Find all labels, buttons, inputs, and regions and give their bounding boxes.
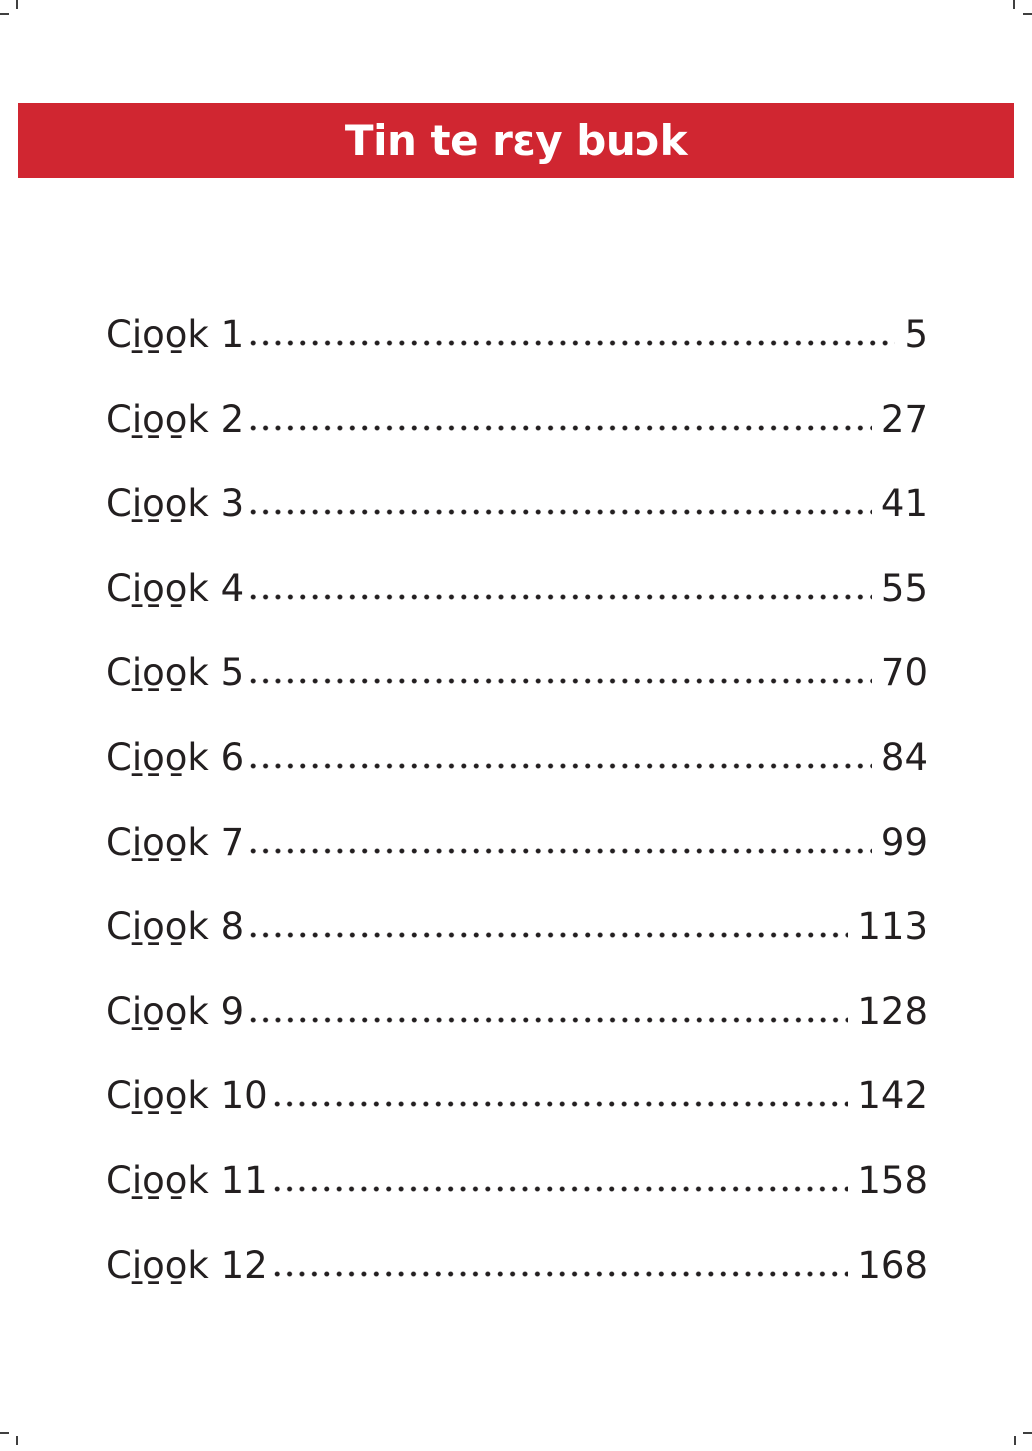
toc-entry-label: Ci̱o̱o̱k 4 — [106, 566, 245, 610]
toc-entries — [106, 293, 928, 1308]
toc-entry-label: Ci̱o̱o̱k 9 — [106, 989, 245, 1033]
crop-mark — [0, 1432, 9, 1434]
toc-row — [106, 1054, 928, 1139]
toc-page-number: 5 — [904, 313, 928, 356]
dot-leader — [247, 931, 848, 939]
toc-entry-label: Ci̱o̱o̱k 12 — [106, 1243, 268, 1287]
table-of-contents — [106, 293, 928, 1308]
toc-entry-label: Ci̱o̱o̱k 11 — [106, 1158, 268, 1202]
toc-page-number: 113 — [857, 905, 928, 949]
toc-page-number: 27 — [880, 397, 928, 441]
toc-row — [106, 1224, 928, 1309]
toc-row — [106, 378, 928, 463]
toc-entry-label: Ci̱o̱o̱k 2 — [106, 397, 245, 441]
crop-mark — [16, 1436, 18, 1445]
toc-row — [106, 462, 928, 547]
toc-entry-label: Ci̱o̱o̱k 3 — [106, 482, 245, 526]
dot-leader — [271, 1185, 849, 1193]
toc-entry-label: Ci̱o̱o̱k 6 — [106, 735, 245, 779]
toc-page-number: 99 — [880, 820, 928, 864]
dot-leader — [247, 847, 872, 855]
toc-row — [106, 1139, 928, 1224]
toc-row — [106, 293, 928, 378]
toc-row — [106, 801, 928, 886]
toc-page-number: 142 — [857, 1074, 928, 1118]
toc-page-number: 128 — [857, 989, 928, 1033]
toc-row — [106, 716, 928, 801]
toc-entry-label: Ci̱o̱o̱k 1 — [106, 313, 245, 356]
toc-row — [106, 547, 928, 632]
dot-leader — [247, 762, 872, 770]
toc-entry-label: Ci̱o̱o̱k 10 — [106, 1074, 268, 1118]
crop-mark — [1013, 0, 1015, 9]
dot-leader — [271, 1100, 849, 1108]
toc-row — [106, 970, 928, 1055]
toc-page-number: 55 — [880, 566, 928, 610]
toc-row — [106, 631, 928, 716]
crop-mark — [1023, 1432, 1032, 1434]
dot-leader — [247, 677, 872, 685]
toc-page-number: 41 — [880, 482, 928, 526]
toc-entry-label: Ci̱o̱o̱k 8 — [106, 905, 245, 949]
dot-leader — [247, 424, 872, 432]
title-banner — [18, 103, 1014, 178]
dot-leader — [247, 339, 895, 347]
toc-page-number: 84 — [880, 735, 928, 779]
crop-mark — [16, 0, 18, 9]
crop-mark — [0, 13, 9, 15]
dot-leader — [271, 1270, 849, 1278]
toc-page-number: 158 — [857, 1158, 928, 1202]
toc-page-number: 70 — [880, 651, 928, 695]
dot-leader — [247, 593, 872, 601]
crop-mark — [1014, 1436, 1016, 1445]
crop-mark — [1023, 13, 1032, 15]
page-title: Tin te rɛy buɔk — [344, 116, 688, 165]
toc-row — [106, 885, 928, 970]
toc-page-number: 168 — [857, 1243, 928, 1287]
toc-entry-label: Ci̱o̱o̱k 5 — [106, 651, 245, 695]
toc-entry-label: Ci̱o̱o̱k 7 — [106, 820, 245, 864]
dot-leader — [247, 508, 872, 516]
dot-leader — [247, 1016, 848, 1024]
